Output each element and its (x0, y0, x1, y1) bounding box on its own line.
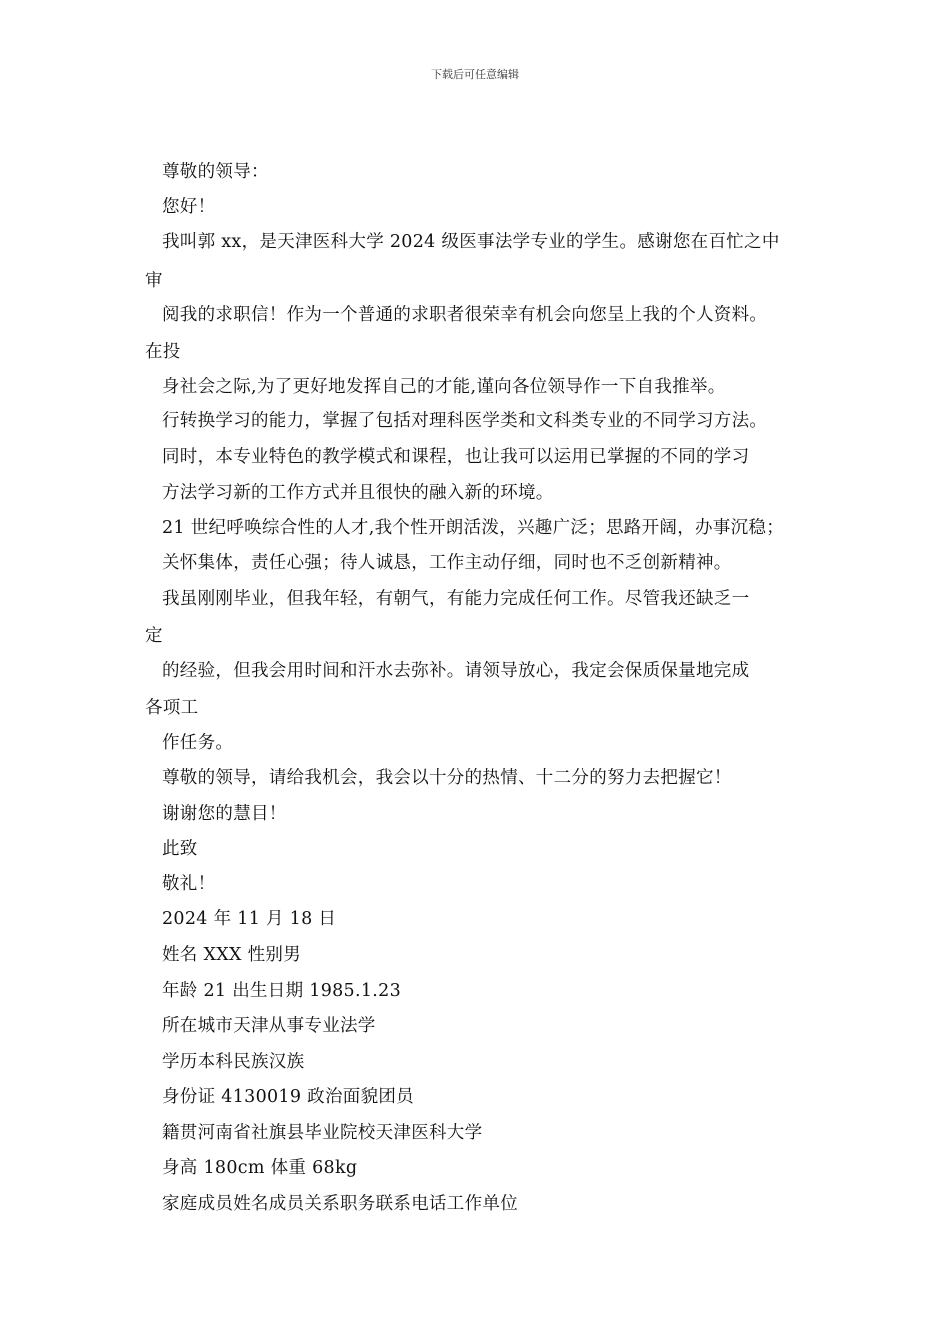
paragraph-line: 各项工 (145, 698, 199, 718)
info-line: 年龄 21 出生日期 1985.1.23 (162, 981, 402, 1001)
salutation: 尊敬的领导： (162, 162, 269, 182)
page-header: 下载后可任意编辑 (431, 68, 519, 81)
paragraph-line: 在投 (145, 342, 181, 362)
greeting: 您好！ (162, 197, 216, 217)
info-line: 姓名 XXX 性别男 (162, 945, 302, 965)
paragraph-line: 我虽刚刚毕业，但我年轻，有朝气，有能力完成任何工作。尽管我还缺乏一 (162, 589, 750, 609)
paragraph-line: 方法学习新的工作方式并且很快的融入新的环境。 (162, 483, 554, 503)
paragraph-line: 21 世纪呼唤综合性的人才,我个性开朗活泼，兴趣广泛；思路开阔，办事沉稳； (162, 518, 784, 538)
paragraph-line: 作任务。 (162, 733, 234, 753)
paragraph-line: 身社会之际,为了更好地发挥自己的才能,谨向各位领导作一下自我推举。 (162, 377, 726, 397)
paragraph-line: 审 (145, 271, 163, 291)
info-line: 所在城市天津从事专业法学 (162, 1016, 376, 1036)
paragraph-line: 尊敬的领导，请给我机会，我会以十分的热情、十二分的努力去把握它！ (162, 768, 732, 788)
date-line: 2024 年 11 月 18 日 (162, 909, 337, 929)
paragraph-line: 的经验，但我会用时间和汗水去弥补。请领导放心，我定会保质保量地完成 (162, 661, 750, 681)
info-line: 籍贯河南省社旗县毕业院校天津医科大学 (162, 1123, 483, 1143)
paragraph-line: 阅我的求职信！作为一个普通的求职者很荣幸有机会向您呈上我的个人资料。 (162, 305, 768, 325)
paragraph-line: 定 (145, 626, 163, 646)
info-line: 家庭成员姓名成员关系职务联系电话工作单位 (162, 1194, 518, 1214)
info-line: 身份证 4130019 政治面貌团员 (162, 1087, 414, 1107)
info-line: 学历本科民族汉族 (162, 1052, 305, 1072)
paragraph-line: 同时，本专业特色的教学模式和课程，也让我可以运用已掌握的不同的学习 (162, 447, 750, 467)
closing-line: 敬礼！ (162, 874, 216, 894)
paragraph-line: 行转换学习的能力，掌握了包括对理科医学类和文科类专业的不同学习方法。 (162, 411, 768, 431)
paragraph-line: 关怀集体，责任心强；待人诚恳，工作主动仔细，同时也不乏创新精神。 (162, 553, 732, 573)
closing-line: 谢谢您的慧目！ (162, 804, 287, 824)
closing-line: 此致 (162, 839, 198, 859)
info-line: 身高 180cm 体重 68kg (162, 1158, 358, 1178)
paragraph-line: 我叫郭 xx，是天津医科大学 2024 级医事法学专业的学生。感谢您在百忙之中 (162, 232, 780, 252)
